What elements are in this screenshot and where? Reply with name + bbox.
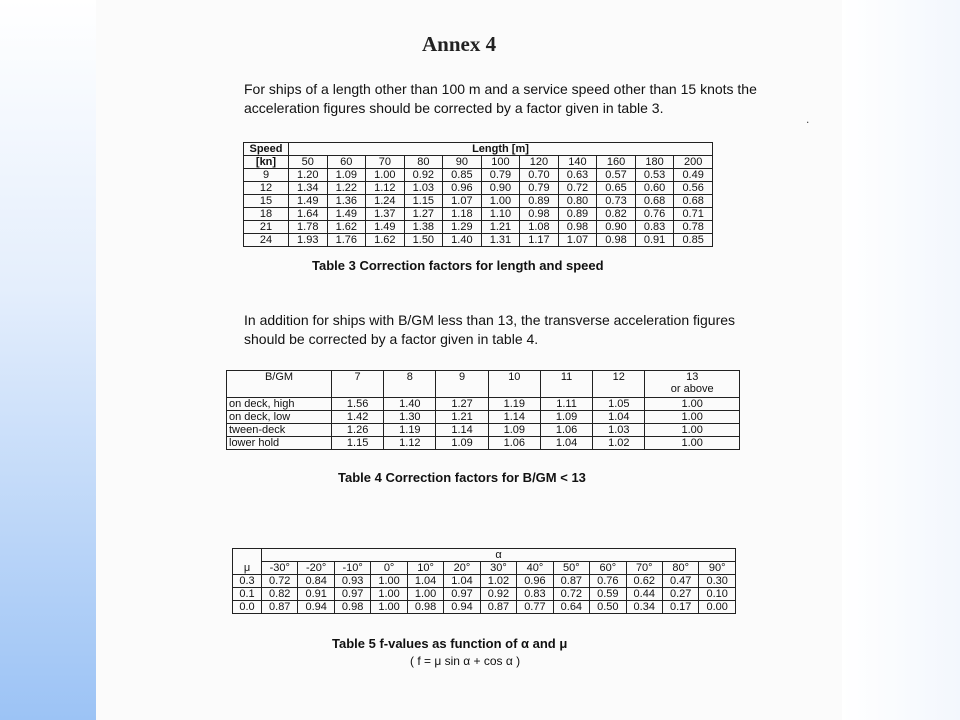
table4-corner: B/GM	[227, 371, 332, 398]
table4-last-column-header	[645, 371, 740, 398]
table3-row-label: 24	[244, 234, 289, 247]
table5-cell: 0.10	[699, 588, 736, 601]
table3-cell: 0.53	[635, 169, 674, 182]
table4-cell: 1.11	[540, 398, 592, 411]
table-5	[232, 548, 736, 614]
table5-column-header: 40°	[517, 562, 553, 575]
table5-corner: μ	[233, 549, 262, 575]
table4-cell: 1.00	[645, 424, 740, 437]
table5-row	[233, 588, 736, 601]
table3-row	[244, 182, 713, 195]
table4-cell: 1.14	[436, 424, 488, 437]
table3-cell: 0.90	[481, 182, 520, 195]
table3-column-header: 200	[674, 156, 713, 169]
table4-cell: 1.00	[645, 411, 740, 424]
table5-cell: 0.82	[262, 588, 298, 601]
table5-column-header: 60°	[590, 562, 626, 575]
table5-row-label: 0.1	[233, 588, 262, 601]
table4-cell: 1.30	[384, 411, 436, 424]
table3-caption: Table 3 Correction factors for length and speed	[312, 258, 604, 273]
table4-row-label: lower hold	[227, 437, 332, 450]
table4-cell: 1.09	[488, 424, 540, 437]
table3-column-header: 160	[597, 156, 636, 169]
table4-last-column-bottom: or above	[670, 383, 714, 395]
stray-mark: .	[806, 112, 810, 126]
table3-cell: 1.29	[443, 221, 482, 234]
table3-cell: 1.22	[327, 182, 366, 195]
table5-cell: 0.27	[662, 588, 698, 601]
table5-cell: 1.00	[371, 575, 407, 588]
table5-cell: 0.30	[699, 575, 736, 588]
table3-cell: 1.15	[404, 195, 443, 208]
table3-cell: 1.31	[481, 234, 520, 247]
table3-cell: 0.60	[635, 182, 674, 195]
table4-cell: 1.04	[593, 411, 645, 424]
table3-cell: 0.71	[674, 208, 713, 221]
table3-corner-top: Speed	[244, 143, 289, 156]
table3-column-header: 70	[366, 156, 405, 169]
table3-row-label: 15	[244, 195, 289, 208]
table5-cell: 0.93	[334, 575, 370, 588]
table5-cell: 0.87	[262, 601, 298, 614]
table3-row	[244, 169, 713, 182]
table5-caption: Table 5 f-values as function of α and μ	[332, 636, 568, 651]
table5-row	[233, 575, 736, 588]
table4-caption: Table 4 Correction factors for B/GM < 13	[338, 470, 586, 485]
table4-cell: 1.05	[593, 398, 645, 411]
table4-cell: 1.03	[593, 424, 645, 437]
table5-cell: 0.47	[662, 575, 698, 588]
table5-cell: 1.00	[371, 601, 407, 614]
table3-corner-bottom: [kn]	[244, 156, 289, 169]
table4-cell: 1.19	[384, 424, 436, 437]
table4-cell: 1.27	[436, 398, 488, 411]
table5-cell: 0.64	[553, 601, 589, 614]
table3-cell: 1.17	[520, 234, 559, 247]
table3-cell: 0.78	[674, 221, 713, 234]
table5-column-header: 10°	[407, 562, 443, 575]
table-4	[226, 370, 740, 450]
table3-column-header: 90	[443, 156, 482, 169]
table-3	[243, 142, 713, 247]
table5-cell: 1.02	[480, 575, 516, 588]
table4-last-column-top: 13	[686, 371, 699, 383]
table3-cell: 0.89	[558, 208, 597, 221]
table3-cell: 1.18	[443, 208, 482, 221]
table5-cell: 0.72	[262, 575, 298, 588]
table4-column-header: 12	[593, 371, 645, 398]
table3-column-header: 140	[558, 156, 597, 169]
table3-column-header: 180	[635, 156, 674, 169]
table3-cell: 1.78	[289, 221, 328, 234]
table5-row-label: 0.3	[233, 575, 262, 588]
table3-row-label: 21	[244, 221, 289, 234]
table4-cell: 1.02	[593, 437, 645, 450]
left-gradient-band	[0, 0, 96, 720]
table4-cell: 1.12	[384, 437, 436, 450]
table5-cell: 1.00	[407, 588, 443, 601]
table3-cell: 1.12	[366, 182, 405, 195]
table4-cell: 1.26	[332, 424, 384, 437]
table5-column-header: 70°	[626, 562, 662, 575]
table3-column-header: 60	[327, 156, 366, 169]
table3-cell: 0.98	[558, 221, 597, 234]
table3-column-header: 100	[481, 156, 520, 169]
table4-cell: 1.06	[488, 437, 540, 450]
table5-column-header: -10°	[334, 562, 370, 575]
table5-column-header: 80°	[662, 562, 698, 575]
table5-cell: 1.00	[371, 588, 407, 601]
table3-cell: 1.62	[327, 221, 366, 234]
table4-cell: 1.06	[540, 424, 592, 437]
table3-row	[244, 208, 713, 221]
table3-cell: 1.07	[443, 195, 482, 208]
table5-column-header: 20°	[444, 562, 480, 575]
table3-cell: 0.68	[674, 195, 713, 208]
table5-column-header: 0°	[371, 562, 407, 575]
table3-cell: 0.85	[674, 234, 713, 247]
table3-cell: 1.34	[289, 182, 328, 195]
table4-column-header: 11	[540, 371, 592, 398]
table3-cell: 1.00	[481, 195, 520, 208]
page-title: Annex 4	[422, 32, 497, 56]
table4-cell: 1.56	[332, 398, 384, 411]
table5-cell: 0.77	[517, 601, 553, 614]
table3-cell: 0.76	[635, 208, 674, 221]
table3-row-label: 9	[244, 169, 289, 182]
table3-cell: 0.79	[481, 169, 520, 182]
table3-cell: 0.65	[597, 182, 636, 195]
table5-cell: 0.17	[662, 601, 698, 614]
table5-cell: 0.92	[480, 588, 516, 601]
second-paragraph: In addition for ships with B/GM less than 13, the transverse acceleration figures should be corrected by a factor given in table 4.	[244, 312, 736, 347]
table5-cell: 0.96	[517, 575, 553, 588]
table4-cell: 1.21	[436, 411, 488, 424]
table5-cell: 0.98	[407, 601, 443, 614]
table5-row-label: 0.0	[233, 601, 262, 614]
right-margin	[842, 0, 960, 720]
table5-cell: 0.62	[626, 575, 662, 588]
table3-cell: 0.57	[597, 169, 636, 182]
table3-cell: 1.21	[481, 221, 520, 234]
table5-cell: 0.97	[334, 588, 370, 601]
table5-group-header: α	[262, 549, 736, 562]
table5-cell: 0.87	[480, 601, 516, 614]
table5-column-header: 90°	[699, 562, 736, 575]
table3-cell: 1.24	[366, 195, 405, 208]
table5-row	[233, 601, 736, 614]
table3-cell: 1.50	[404, 234, 443, 247]
table4-cell: 1.00	[645, 398, 740, 411]
table3-cell: 1.49	[327, 208, 366, 221]
table5-column-header: 50°	[553, 562, 589, 575]
table3-cell: 1.40	[443, 234, 482, 247]
table5-cell: 0.87	[553, 575, 589, 588]
table3-row-label: 12	[244, 182, 289, 195]
table4-cell: 1.40	[384, 398, 436, 411]
table5-column-header: -30°	[262, 562, 298, 575]
table4-cell: 1.15	[332, 437, 384, 450]
table5-formula: ( f = μ sin α + cos α )	[410, 654, 521, 668]
table3-cell: 1.38	[404, 221, 443, 234]
table3-cell: 0.72	[558, 182, 597, 195]
table5-cell: 0.91	[298, 588, 334, 601]
table3-cell: 0.98	[520, 208, 559, 221]
table4-row-label: on deck, high	[227, 398, 332, 411]
table3-cell: 0.79	[520, 182, 559, 195]
table5-column-header: -20°	[298, 562, 334, 575]
table4-cell: 1.14	[488, 411, 540, 424]
table4-column-header: 9	[436, 371, 488, 398]
table3-cell: 1.93	[289, 234, 328, 247]
table4-column-header: 8	[384, 371, 436, 398]
table3-cell: 1.00	[366, 169, 405, 182]
table5-column-header: 30°	[480, 562, 516, 575]
table4-row	[227, 411, 740, 424]
table5-cell: 0.50	[590, 601, 626, 614]
table3-cell: 0.49	[674, 169, 713, 182]
table3-cell: 1.08	[520, 221, 559, 234]
table3-cell: 0.82	[597, 208, 636, 221]
table3-column-header: 80	[404, 156, 443, 169]
table4-cell: 1.09	[540, 411, 592, 424]
table4-cell: 1.19	[488, 398, 540, 411]
table3-cell: 1.27	[404, 208, 443, 221]
table5-cell: 0.44	[626, 588, 662, 601]
table5-cell: 0.94	[298, 601, 334, 614]
table3-cell: 1.64	[289, 208, 328, 221]
table4-column-header: 10	[488, 371, 540, 398]
table4-cell: 1.04	[540, 437, 592, 450]
table3-cell: 1.09	[327, 169, 366, 182]
table5-cell: 0.83	[517, 588, 553, 601]
table3-cell: 1.07	[558, 234, 597, 247]
table3-cell: 0.90	[597, 221, 636, 234]
table3-cell: 0.89	[520, 195, 559, 208]
table3-cell: 1.03	[404, 182, 443, 195]
table3-row	[244, 195, 713, 208]
table5-cell: 0.98	[334, 601, 370, 614]
table5-cell: 0.76	[590, 575, 626, 588]
table4-row	[227, 424, 740, 437]
table3-row-label: 18	[244, 208, 289, 221]
table3-cell: 0.91	[635, 234, 674, 247]
table3-row	[244, 234, 713, 247]
table3-cell: 0.63	[558, 169, 597, 182]
table3-cell: 1.37	[366, 208, 405, 221]
table3-cell: 0.83	[635, 221, 674, 234]
table5-cell: 1.04	[444, 575, 480, 588]
table4-cell: 1.00	[645, 437, 740, 450]
table4-cell: 1.42	[332, 411, 384, 424]
table3-group-header: Length [m]	[289, 143, 713, 156]
table5-cell: 1.04	[407, 575, 443, 588]
table3-row	[244, 221, 713, 234]
table3-cell: 0.92	[404, 169, 443, 182]
table3-cell: 1.36	[327, 195, 366, 208]
table3-cell: 0.68	[635, 195, 674, 208]
table3-cell: 1.62	[366, 234, 405, 247]
table3-cell: 0.70	[520, 169, 559, 182]
table3-column-header: 120	[520, 156, 559, 169]
table3-cell: 0.98	[597, 234, 636, 247]
table3-column-header: 50	[289, 156, 328, 169]
intro-paragraph: For ships of a length other than 100 m and a service speed other than 15 knots the acceleration figures should be corrected by a factor given in table 3.	[244, 81, 757, 116]
table5-cell: 0.72	[553, 588, 589, 601]
table3-cell: 0.96	[443, 182, 482, 195]
table3-cell: 1.76	[327, 234, 366, 247]
table5-cell: 0.00	[699, 601, 736, 614]
table3-cell: 1.49	[289, 195, 328, 208]
table3-cell: 0.80	[558, 195, 597, 208]
table4-cell: 1.09	[436, 437, 488, 450]
table4-row	[227, 437, 740, 450]
table4-row-label: tween-deck	[227, 424, 332, 437]
table5-cell: 0.97	[444, 588, 480, 601]
table3-cell: 1.49	[366, 221, 405, 234]
table3-cell: 0.56	[674, 182, 713, 195]
table3-cell: 0.85	[443, 169, 482, 182]
table4-row-label: on deck, low	[227, 411, 332, 424]
table3-cell: 1.10	[481, 208, 520, 221]
table3-cell: 0.73	[597, 195, 636, 208]
table5-cell: 0.94	[444, 601, 480, 614]
table5-cell: 0.59	[590, 588, 626, 601]
table3-cell: 1.20	[289, 169, 328, 182]
table5-cell: 0.84	[298, 575, 334, 588]
table5-cell: 0.34	[626, 601, 662, 614]
table4-row	[227, 398, 740, 411]
table4-column-header: 7	[332, 371, 384, 398]
